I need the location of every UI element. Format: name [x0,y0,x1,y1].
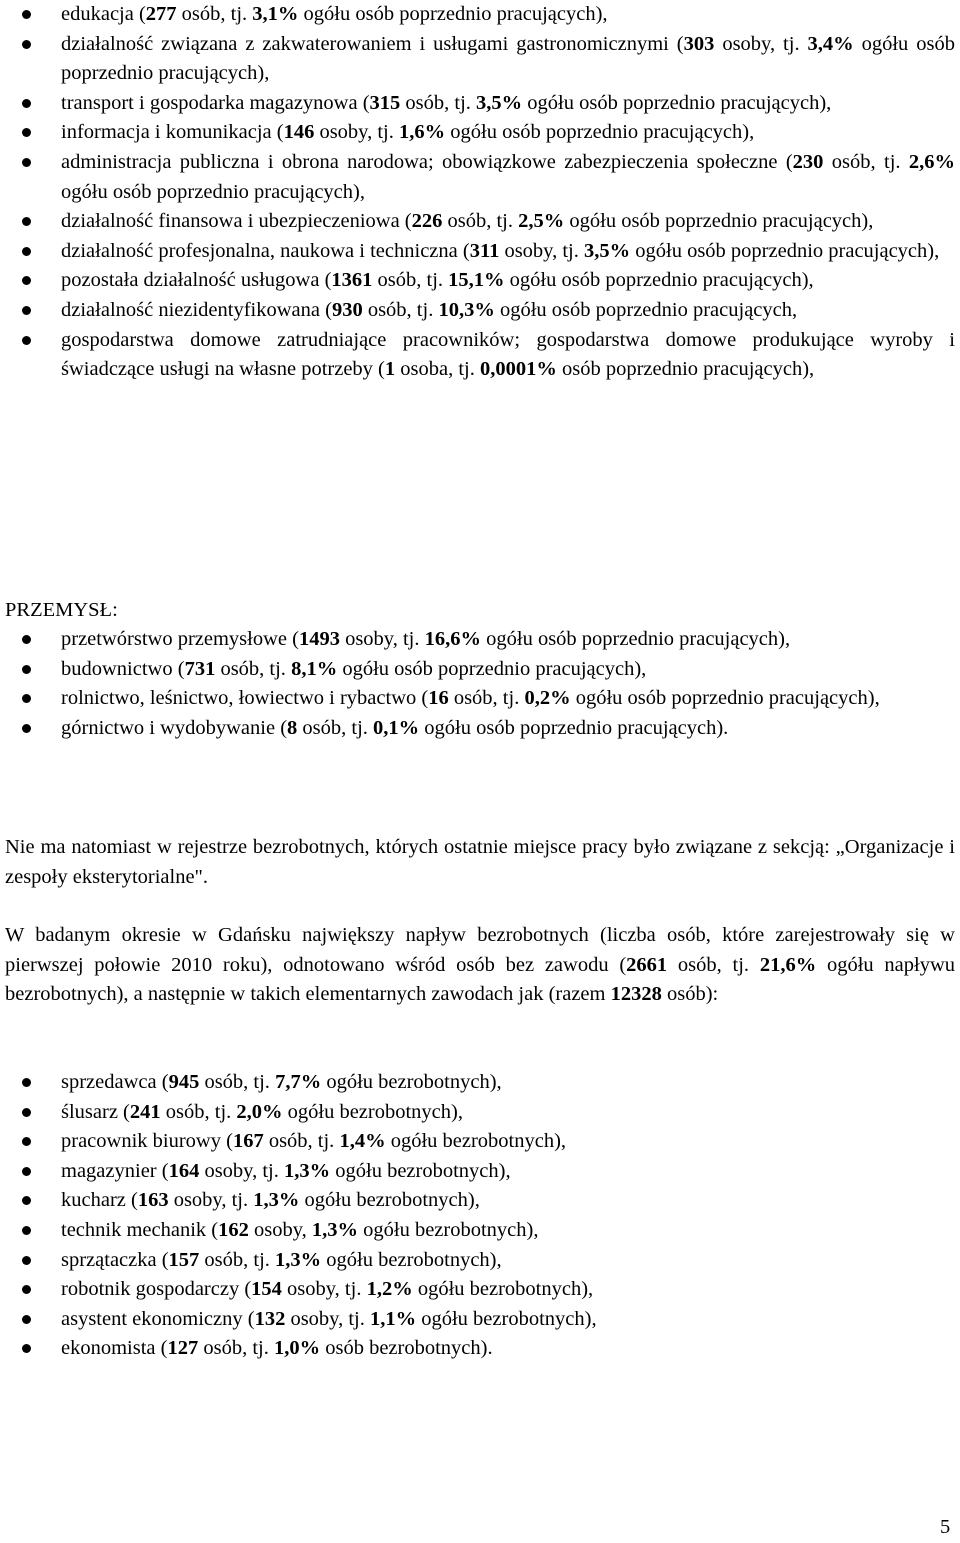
paragraph-extraterritorial: Nie ma natomiast w rejestrze bezrobotnych, których ostatnie miejsce pracy było związane z sekcją: „Organizacje i zespoły eksterytorialne". [5,836,955,888]
list-item: transport i gospodarka magazynowa (315 osób, tj. 3,5% ogółu osób poprzednio pracujących), [0,89,955,119]
list-item: administracja publiczna i obrona narodowa; obowiązkowe zabezpieczenia społeczne (230 osób, tj. 2,6% ogółu osób poprzednio pracujących), [0,148,955,207]
industry-sector-list [0,625,955,743]
list-item: kucharz (163 osoby, tj. 1,3% ogółu bezrobotnych), [0,1186,955,1216]
list-item: robotnik gospodarczy (154 osoby, tj. 1,2% ogółu bezrobotnych), [0,1275,955,1305]
services-sector-list [0,0,955,385]
list-item: działalność profesjonalna, naukowa i techniczna (311 osoby, tj. 3,5% ogółu osób poprzednio pracujących), [0,237,955,267]
list-item: ekonomista (127 osób, tj. 1,0% osób bezrobotnych). [0,1334,955,1364]
paragraph-inflow-unemployed: W badanym okresie w Gdańsku największy napływ bezrobotnych (liczba osób, które zarejestrowały się w pierwszej połowie 2010 roku), odnotowano wśród osób bez zawodu (2661 osób, tj. 21,6% ogółu napływu bezrobotnych), a następnie w takich elementarnych zawodach jak (razem 12328 osób): [5,924,955,1006]
list-item: górnictwo i wydobywanie (8 osób, tj. 0,1% ogółu osób poprzednio pracujących). [0,714,955,744]
list-item: edukacja (277 osób, tj. 3,1% ogółu osób poprzednio pracujących), [0,0,955,30]
list-item: sprzedawca (945 osób, tj. 7,7% ogółu bezrobotnych), [0,1068,955,1098]
list-item: magazynier (164 osoby, tj. 1,3% ogółu bezrobotnych), [0,1157,955,1187]
list-item: przetwórstwo przemysłowe (1493 osoby, tj. 16,6% ogółu osób poprzednio pracujących), [0,625,955,655]
occupations-list [0,1068,955,1364]
page-number: 5 [940,1516,951,1538]
list-item: asystent ekonomiczny (132 osoby, tj. 1,1% ogółu bezrobotnych), [0,1305,955,1335]
list-item: technik mechanik (162 osoby, 1,3% ogółu bezrobotnych), [0,1216,955,1246]
section-heading-industry: PRZEMYSŁ: [5,599,118,621]
list-item: informacja i komunikacja (146 osoby, tj. 1,6% ogółu osób poprzednio pracujących), [0,118,955,148]
list-item: sprzątaczka (157 osób, tj. 1,3% ogółu bezrobotnych), [0,1246,955,1276]
list-item: gospodarstwa domowe zatrudniające pracowników; gospodarstwa domowe produkujące wyroby i świadczące usługi na własne potrzeby (1 osoba, tj. 0,0001% osób poprzednio pracujących), [0,326,955,385]
list-item: budownictwo (731 osób, tj. 8,1% ogółu osób poprzednio pracujących), [0,655,955,685]
list-item: działalność związana z zakwaterowaniem i usługami gastronomicznymi (303 osoby, tj. 3,4% ogółu osób poprzednio pracujących), [0,30,955,89]
list-item: działalność finansowa i ubezpieczeniowa (226 osób, tj. 2,5% ogółu osób poprzednio pracujących), [0,207,955,237]
list-item: pracownik biurowy (167 osób, tj. 1,4% ogółu bezrobotnych), [0,1127,955,1157]
list-item: ślusarz (241 osób, tj. 2,0% ogółu bezrobotnych), [0,1098,955,1128]
list-item: pozostała działalność usługowa (1361 osób, tj. 15,1% ogółu osób poprzednio pracujących), [0,266,955,296]
list-item: rolnictwo, leśnictwo, łowiectwo i rybactwo (16 osób, tj. 0,2% ogółu osób poprzednio pracujących), [0,684,955,714]
list-item: działalność niezidentyfikowana (930 osób, tj. 10,3% ogółu osób poprzednio pracujących, [0,296,955,326]
